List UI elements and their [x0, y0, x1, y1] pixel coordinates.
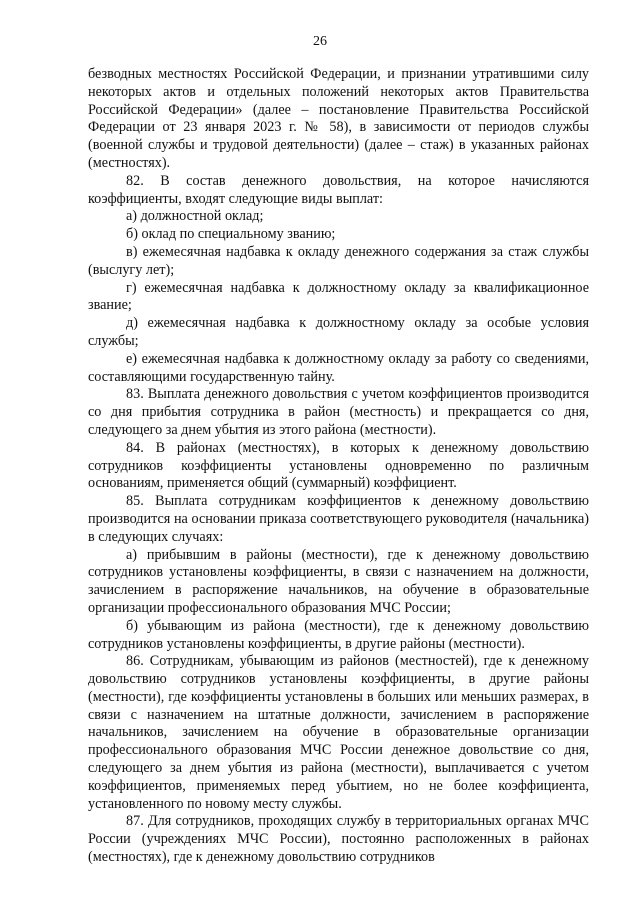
list-item-82v: в) ежемесячная надбавка к окладу денежного содержания за стаж службы (выслугу лет);: [88, 243, 589, 278]
list-item-85b: б) убывающим из района (местности), где к денежному довольствию сотрудников установлены коэффициенты, в другие районы (местности).: [88, 617, 589, 652]
document-body: [88, 66, 589, 867]
paragraph-84: 84. В районах (местностях), в которых к денежному довольствию сотрудников коэффициенты установлены одновременно по различным основаниям, применяется общий (суммарный) коэффициент.: [88, 439, 589, 492]
page-number: 26: [313, 34, 327, 49]
paragraph-83: 83. Выплата денежного довольствия с учетом коэффициентов производится со дня прибытия сотрудника в район (местность) и прекращается со дня, следующего за днем убытия из этого района (местности).: [88, 386, 589, 438]
list-item-85a: а) прибывшим в районы (местности), где к денежному довольствию сотрудников установлены коэффициенты, в связи с назначением на должности, зачислением в распоряжение начальников, на обучение в образовательные организации профессионального образования МЧС России;: [88, 546, 589, 616]
list-item-82a: а) должностной оклад;: [126, 208, 264, 225]
list-item-82e: е) ежемесячная надбавка к должностному окладу за работу со сведениями, составляющими государственную тайну.: [88, 350, 589, 385]
list-item-82b: б) оклад по специальному званию;: [126, 226, 336, 243]
paragraph-85: 85. Выплата сотрудникам коэффициентов к денежному довольствию производится на основании приказа соответствующего руководителя (начальника) в следующих случаях:: [88, 493, 589, 545]
list-item-82g: г) ежемесячная надбавка к должностному окладу за квалификационное звание;: [88, 279, 589, 314]
paragraph-86: 86. Сотрудникам, убывающим из районов (местностей), где к денежному довольствию сотрудников установлены коэффициенты, в другие районы (местности), где коэффициенты установлены в больших или меньших размерах, в связи с назначением на штатные должности, зачислением в распоряжение начальников, зачислением на обучение в образовательные организации профессионального образования МЧС России денежное довольствие со дня, следующего за днем убытия из района (местности), выплачивается с учетом коэффициентов, применяемых перед убытием, но не более коэффициента, установленного по новому месту службы.: [88, 653, 589, 812]
paragraph-continuation: безводных местностях Российской Федерации, и признании утратившими силу некоторых актов и отдельных положений некоторых актов Правительства Российской Федерации» (далее – постановление Правительства Российской Федерации от 23 января 2023 г. № 58), в зависимости от периодов службы (военной службы и трудовой деятельности) (далее – стаж) в указанных районах (местностях).: [88, 66, 589, 171]
paragraph-82: 82. В состав денежного довольствия, на которое начисляются коэффициенты, входят следующие виды выплат:: [88, 172, 589, 207]
paragraph-87: 87. Для сотрудников, проходящих службу в территориальных органах МЧС России (учреждениях МЧС России), постоянно расположенных в районах (местностях), где к денежному довольствию сотрудников: [88, 813, 589, 866]
list-item-82d: д) ежемесячная надбавка к должностному окладу за особые условия службы;: [88, 315, 589, 349]
